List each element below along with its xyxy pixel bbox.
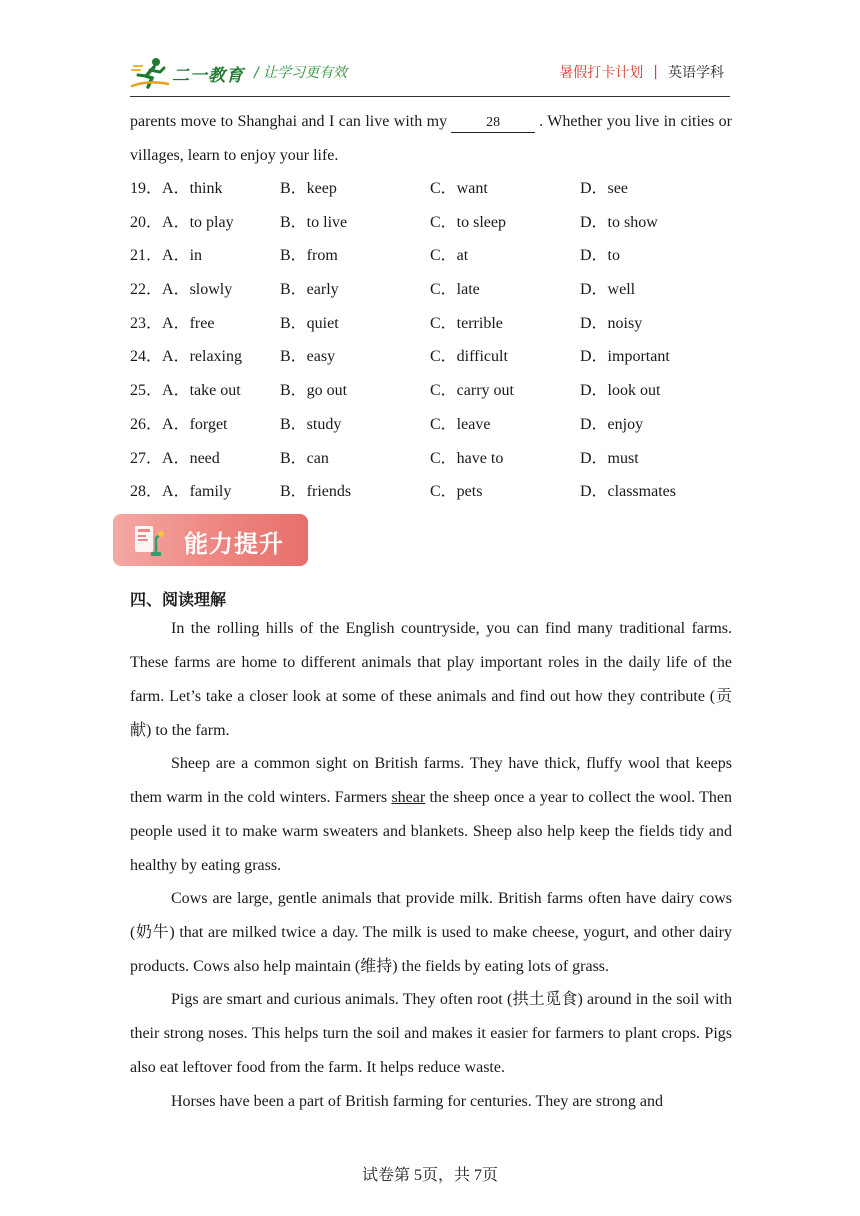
header-right	[559, 62, 724, 82]
option-c: C．to sleep	[430, 213, 506, 231]
option-a: 23．A．free	[130, 314, 215, 332]
paragraph-text: Sheep are a common sight on British farms. They have thick, fluffy wool that keeps them warm in the cold winters. Farmers	[130, 755, 732, 806]
option-d: D．to	[580, 247, 621, 265]
option-c: C．want	[430, 180, 488, 197]
option-a: 22．A．slowly	[130, 281, 233, 299]
question-row	[130, 273, 732, 307]
option-a: 20．A．to play	[130, 213, 234, 231]
logo	[130, 56, 244, 90]
question-number: 27．	[130, 449, 163, 467]
banner-title: 能力提升	[184, 530, 284, 558]
page-footer: 试卷第 5页，共 7页	[361, 1167, 498, 1184]
question-number: 19．	[130, 180, 163, 197]
option-b: B．early	[280, 281, 339, 299]
reading-paragraph-5: Horses have been a part of British farming for centuries. They are strong and	[171, 1093, 663, 1110]
cloze-text-after: . Whether you live in cities or villages, learn to enjoy your life.	[130, 113, 732, 164]
option-c: C．leave	[430, 415, 491, 433]
question-number: 21．	[130, 247, 163, 265]
question-number: 20．	[130, 213, 163, 231]
option-a: 19．A．think	[130, 180, 223, 197]
cloze-blank: 28	[451, 114, 535, 133]
question-row	[130, 206, 732, 240]
question-number: 25．	[130, 382, 163, 400]
option-b: B．keep	[280, 180, 337, 197]
option-b: B．can	[280, 449, 329, 467]
question-row	[130, 340, 732, 374]
question-row	[130, 475, 732, 509]
option-c: C．difficult	[430, 348, 508, 366]
option-c: C．pets	[430, 483, 483, 501]
option-d: D．look out	[580, 382, 661, 400]
option-d: D．important	[580, 348, 670, 366]
options-list	[130, 172, 732, 509]
option-a: 21．A．in	[130, 247, 203, 265]
cloze-text-before: parents move to Shanghai and I can live with my	[130, 113, 448, 130]
question-row	[130, 307, 732, 341]
option-d: D．well	[580, 281, 636, 299]
header-divider	[130, 96, 730, 97]
cloze-tail-paragraph	[130, 105, 732, 173]
option-c: C．late	[430, 281, 480, 299]
header-separator: |	[653, 64, 658, 80]
ability-banner	[113, 514, 308, 566]
option-b: B．from	[280, 247, 338, 265]
subject-title: 英语学科	[668, 65, 724, 81]
option-a: 26．A．forget	[130, 415, 228, 433]
book-lamp-icon	[129, 522, 165, 558]
option-a: 24．A．relaxing	[130, 348, 242, 366]
paragraph-text: the sheep once a year to collect the wool. Then people used it to make warm sweaters and blankets. Sheep also help keep the fields tidy and healthy by eating grass.	[130, 789, 733, 874]
option-d: D．to show	[580, 213, 658, 231]
option-c: C．terrible	[430, 314, 503, 332]
logo-text: 二一教育	[172, 65, 244, 86]
slogan: / 让学习更有效	[254, 65, 348, 81]
option-a: 28．A．family	[130, 483, 232, 501]
question-number: 23．	[130, 314, 163, 332]
option-b: B．friends	[280, 483, 352, 501]
option-d: D．must	[580, 449, 639, 467]
option-c: C．have to	[430, 449, 504, 467]
question-row	[130, 374, 732, 408]
question-row	[130, 442, 732, 476]
option-d: D．classmates	[580, 483, 676, 501]
option-b: B．go out	[280, 382, 348, 400]
option-a: 27．A．need	[130, 449, 220, 467]
option-d: D．noisy	[580, 314, 643, 332]
option-d: D．see	[580, 180, 628, 197]
option-b: B．to live	[280, 213, 348, 231]
option-d: D．enjoy	[580, 415, 644, 433]
question-number: 26．	[130, 415, 163, 433]
section-title: 四、阅读理解	[130, 590, 227, 609]
reading-paragraph-2	[130, 747, 732, 883]
question-number: 24．	[130, 348, 163, 366]
plan-title: 暑假打卡计划	[559, 65, 644, 81]
option-b: B．easy	[280, 348, 336, 366]
question-row	[130, 239, 732, 273]
reading-paragraph-4: Pigs are smart and curious animals. They often root (拱土觅食) around in the soil with their strong noses. This helps turn the soil and makes it easier for farmers to plant crops. Pigs also eat leftover food from the farm. It helps reduce waste.	[130, 991, 732, 1076]
reading-paragraph-3: Cows are large, gentle animals that provide milk. British farms often have dairy cows (奶牛) that are milked twice a day. The milk is used to make cheese, yogurt, and other dairy products. Cows also help maintain (维持) the fields by eating lots of grass.	[130, 890, 732, 975]
question-number: 28．	[130, 483, 163, 501]
underlined-word: shear	[391, 789, 426, 806]
reading-paragraph-1: In the rolling hills of the English countryside, you can find many traditional farms. These farms are home to different animals that play important roles in the daily life of the farm. Let’s take a closer look at some of these animals and find out how they contribute (贡献) to the farm.	[130, 620, 732, 739]
option-b: B．quiet	[280, 314, 339, 332]
question-row	[130, 172, 732, 206]
question-number: 22．	[130, 281, 163, 299]
option-b: B．study	[280, 415, 342, 433]
option-c: C．at	[430, 247, 469, 265]
runner-logo-icon	[130, 56, 170, 90]
page-header	[130, 52, 730, 96]
option-c: C．carry out	[430, 382, 514, 400]
question-row	[130, 408, 732, 442]
option-a: 25．A．take out	[130, 382, 241, 400]
